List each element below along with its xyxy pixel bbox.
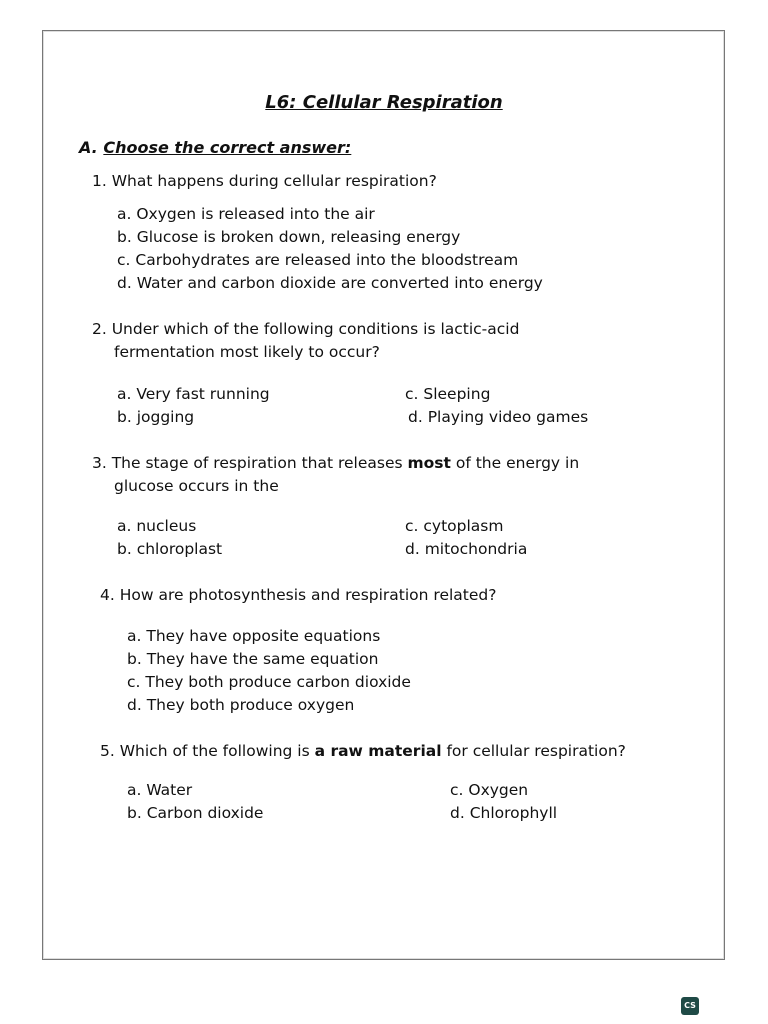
q4-option-c: c. They both produce carbon dioxide — [127, 673, 411, 691]
question-3 — [92, 452, 579, 498]
q3-text-end: of the energy in — [450, 454, 580, 472]
question-2-line-2: fermentation most likely to occur? — [114, 343, 380, 361]
camscanner-logo: CS — [681, 997, 699, 1015]
q5-option-a: a. Water — [127, 781, 193, 799]
q5-option-d: d. Chlorophyll — [450, 804, 558, 822]
q3-option-a: a. nucleus — [117, 517, 197, 535]
q1-option-c: c. Carbohydrates are released into the bloodstream — [117, 251, 519, 269]
q5-option-b: b. Carbon dioxide — [127, 804, 264, 822]
question-2 — [92, 318, 519, 364]
question-3-line-2: glucose occurs in the — [114, 477, 279, 495]
question-4: 4. How are photosynthesis and respiration related? — [100, 586, 497, 604]
q1-option-d: d. Water and carbon dioxide are converted into energy — [117, 274, 543, 292]
section-prefix: A. — [79, 138, 98, 157]
q2-option-a: a. Very fast running — [117, 385, 270, 403]
q5-option-c: c. Oxygen — [450, 781, 529, 799]
q4-option-b: b. They have the same equation — [127, 650, 379, 668]
question-1: 1. What happens during cellular respiration? — [92, 172, 437, 190]
q3-option-d: d. mitochondria — [405, 540, 528, 558]
question-5 — [100, 740, 626, 763]
q1-option-a: a. Oxygen is released into the air — [117, 205, 375, 223]
q4-option-a: a. They have opposite equations — [127, 627, 381, 645]
q3-emphasis: most — [407, 454, 451, 472]
q3-option-b: b. chloroplast — [117, 540, 223, 558]
question-2-line-1: 2. Under which of the following conditions is lactic-acid — [92, 320, 520, 338]
q5-text-start: 5. Which of the following is — [100, 742, 315, 760]
q2-option-d: d. Playing video games — [408, 408, 589, 426]
section-heading — [79, 138, 351, 157]
q3-text-start: 3. The stage of respiration that releases — [92, 454, 408, 472]
q3-option-c: c. cytoplasm — [405, 517, 504, 535]
q5-emphasis: a raw material — [314, 742, 442, 760]
worksheet-title: L6: Cellular Respiration — [265, 92, 503, 113]
q5-text-end: for cellular respiration? — [441, 742, 626, 760]
q2-option-c: c. Sleeping — [405, 385, 491, 403]
question-3-line-1 — [92, 454, 579, 472]
section-instruction: Choose the correct answer: — [103, 138, 352, 157]
q4-option-d: d. They both produce oxygen — [127, 696, 355, 714]
q1-option-b: b. Glucose is broken down, releasing energy — [117, 228, 461, 246]
q2-option-b: b. jogging — [117, 408, 195, 426]
